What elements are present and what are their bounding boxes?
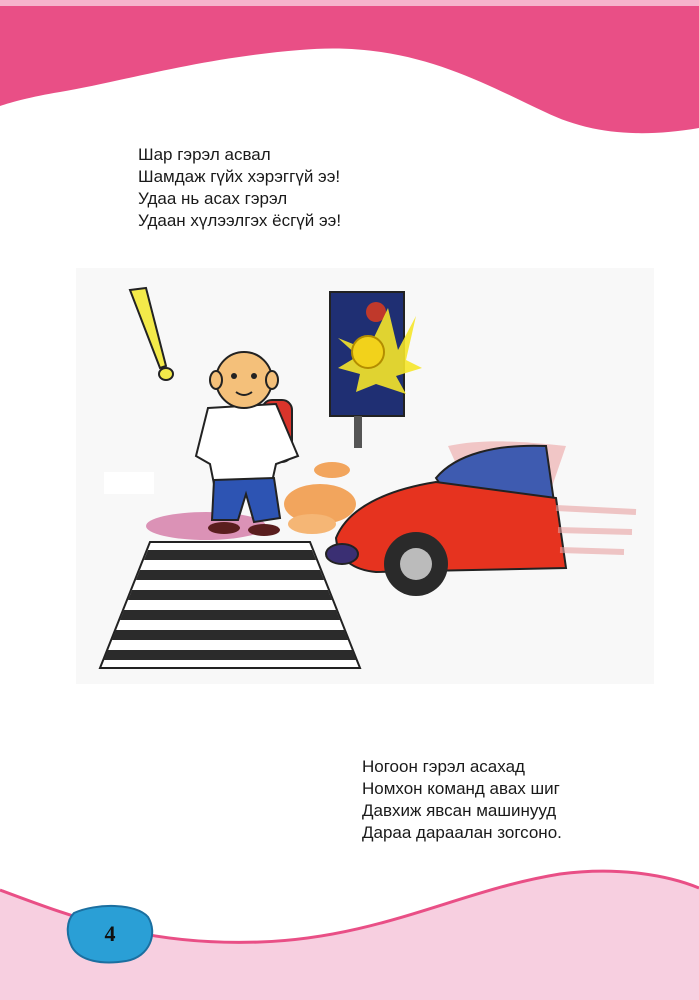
verse-top [138,144,341,232]
verse-line: Удаан хүлээлгэх ёсгүй ээ! [138,211,342,230]
verse-line: Дараа дараалан зогсоно. [362,823,562,842]
boy-shadow [146,512,266,540]
illustration-canvas [76,268,654,684]
traffic-illustration [76,268,654,684]
header-wave [0,0,699,140]
page-number: 4 [104,921,116,946]
verse-line: Шар гэрэл асвал [138,145,271,164]
exclamation-icon [130,288,173,380]
verse-line: Давхиж явсан машинууд [362,801,557,820]
verse-line: Удаа нь асах гэрэл [138,189,288,208]
zebra-crossing [100,542,360,668]
boy-figure [196,352,298,536]
red-car [326,441,636,596]
white-patch [104,472,154,494]
verse-line: Номхон команд авах шиг [362,779,560,798]
traffic-light-icon [330,292,422,448]
verse-bottom [362,756,562,844]
verse-line: Шамдаж гүйх хэрэггүй ээ! [138,167,341,186]
verse-line: Ногоон гэрэл асахад [362,757,525,776]
